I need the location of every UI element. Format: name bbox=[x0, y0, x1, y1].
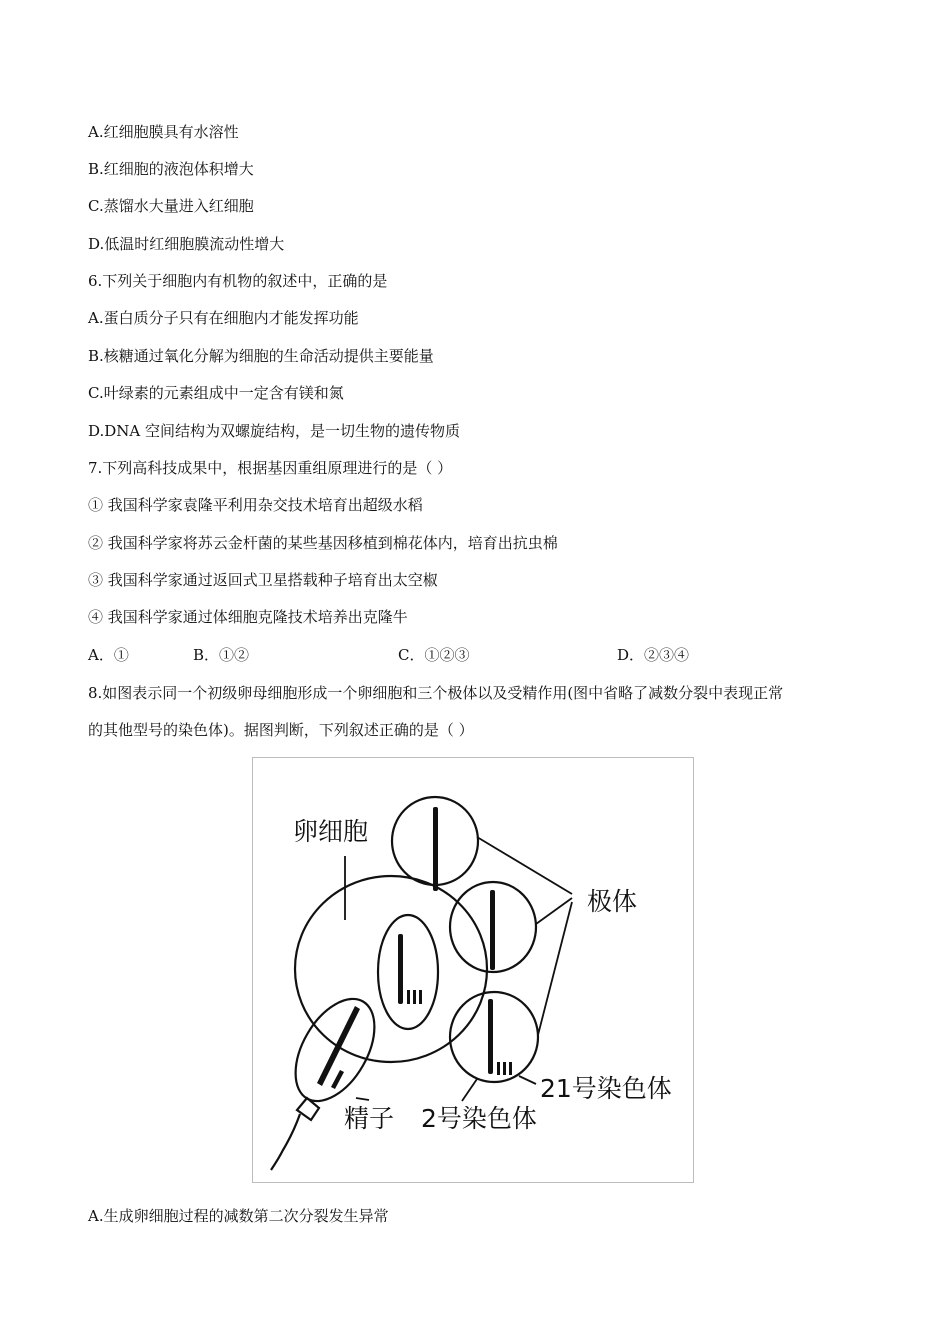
polar-pointer-1 bbox=[477, 837, 572, 894]
polar-pointer-3 bbox=[538, 902, 572, 1035]
q7-option-b: B．①② bbox=[193, 646, 250, 664]
chromosome-21-egg-c bbox=[419, 990, 422, 1004]
q6-option-a: A.蛋白质分子只有在细胞内才能发挥功能 bbox=[88, 309, 359, 327]
egg-nucleus bbox=[378, 915, 438, 1029]
chromosome-21-sperm bbox=[331, 1070, 344, 1089]
q5-option-c: C.蒸馏水大量进入红细胞 bbox=[88, 197, 254, 215]
q7-option-d: D．②③④ bbox=[617, 646, 690, 664]
chromosome-21-label: 21号染色体 bbox=[540, 1074, 672, 1103]
chromosome-21-polar3-c bbox=[509, 1062, 512, 1075]
q7-stem: 7.下列高科技成果中，根据基因重组原理进行的是（ ） bbox=[88, 459, 453, 477]
q5-option-a: A.红细胞膜具有水溶性 bbox=[88, 123, 239, 141]
q6-option-b: B.核糖通过氧化分解为细胞的生命活动提供主要能量 bbox=[88, 347, 434, 365]
polar-body-label: 极体 bbox=[587, 887, 638, 916]
chromosome-21-egg-a bbox=[407, 990, 410, 1004]
q5-option-b: B.红细胞的液泡体积增大 bbox=[88, 160, 254, 178]
polar-body-3 bbox=[450, 992, 538, 1082]
q7-item-3: ③ 我国科学家通过返回式卫星搭载种子培育出太空椒 bbox=[88, 571, 438, 589]
chromosome-2-egg bbox=[398, 934, 403, 1004]
q6-option-c: C.叶绿素的元素组成中一定含有镁和氮 bbox=[88, 384, 344, 402]
chromosome-2-polar3 bbox=[488, 999, 493, 1074]
q7-option-c: C．①②③ bbox=[398, 646, 470, 664]
q7-item-4: ④ 我国科学家通过体细胞克隆技术培养出克隆牛 bbox=[88, 608, 408, 626]
q8-option-a: A.生成卵细胞过程的减数第二次分裂发生异常 bbox=[88, 1207, 389, 1225]
egg-cell-label: 卵细胞 bbox=[293, 817, 369, 846]
chromosome-2-polar2 bbox=[490, 890, 495, 970]
egg-cell bbox=[295, 876, 487, 1062]
oogenesis-figure bbox=[252, 757, 694, 1183]
q7-item-1: ① 我国科学家袁隆平利用杂交技术培育出超级水稻 bbox=[88, 496, 423, 514]
q8-stem-line-2: 的其他型号的染色体)。据图判断，下列叙述正确的是（ ） bbox=[88, 721, 474, 739]
q7-item-2: ② 我国科学家将苏云金杆菌的某些基因移植到棉花体内，培育出抗虫棉 bbox=[88, 534, 558, 552]
q7-option-a: A．① bbox=[88, 646, 129, 664]
sperm-label: 精子 bbox=[344, 1104, 395, 1133]
sperm-tail bbox=[271, 1114, 300, 1170]
chromosome-2-label: 2号染色体 bbox=[421, 1104, 537, 1133]
q6-option-d: D.DNA 空间结构为双螺旋结构，是一切生物的遗传物质 bbox=[88, 422, 461, 440]
q5-option-d: D.低温时红细胞膜流动性增大 bbox=[88, 235, 285, 253]
chr2-pointer bbox=[462, 1079, 477, 1101]
chr21-pointer bbox=[519, 1076, 536, 1084]
chromosome-21-polar3-b bbox=[503, 1062, 506, 1075]
q6-stem: 6.下列关于细胞内有机物的叙述中，正确的是 bbox=[88, 272, 388, 290]
chromosome-21-polar3-a bbox=[497, 1062, 500, 1075]
chromosome-21-egg-b bbox=[413, 990, 416, 1004]
chromosome-2-polar1 bbox=[433, 807, 438, 891]
q8-stem-line-1: 8.如图表示同一个初级卵母细胞形成一个卵细胞和三个极体以及受精作用(图中省略了减数分裂中表现正常 bbox=[88, 684, 784, 702]
